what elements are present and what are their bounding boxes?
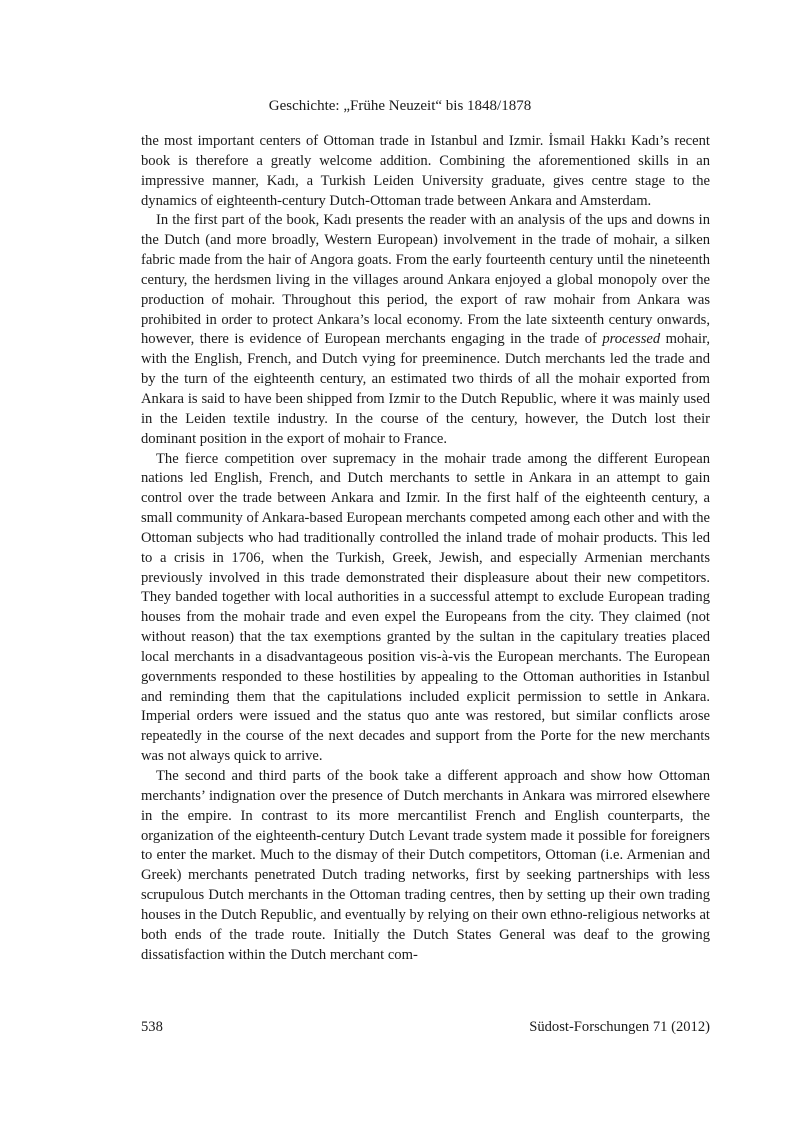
emphasis-processed: processed [602, 331, 661, 348]
running-head: Geschichte: „Frühe Neuzeit“ bis 1848/1878 [268, 98, 532, 114]
paragraph-2 [141, 211, 710, 449]
paragraph-3: The fierce competition over supremacy in the mohair trade among the different European nations led English, French, and Dutch merchants to settle in Ankara in an attempt to gain control over the trade between Ankara and Izmir. In the first half of the eighteenth century, a small community of Ankara-based European merchants competed among each other and with the Ottoman subjects who had traditionally controlled the inland trade of mohair products. This led to a crisis in 1706, when the Turkish, Greek, Jewish, and especially Armenian merchants previously involved in this trade demonstrated their displeasure about their new competitors. They banded together with local authorities in a successful attempt to exclude European trading houses from the mohair trade and even expel the Europeans from the city. They claimed (not without reason) that the tax exemptions granted by the sultan in the capitulary treaties placed local merchants in a disadvantageous position vis-à-vis the European merchants. The European governments responded to these hostilities by appealing to the Ottoman authorities in Istanbul and reminding them that the capitulations included explicit permission to settle in Ankara. Imperial orders were issued and the status quo ante was restored, but similar conflicts arose repeatedly in the course of the next decades and support from the Porte for the new merchants was not always quick to arrive. [141, 450, 710, 765]
paragraph-4: The second and third parts of the book take a different approach and show how Ottoman merchants’ indignation over the presence of Dutch merchants in Ankara was mirrored elsewhere in the empire. In contrast to its more mercantilist French and English counterparts, the organization of the eighteenth-century Dutch Levant trade system made it possible for foreigners to enter the market. Much to the dismay of their Dutch competitors, Ottoman (i.e. Armenian and Greek) merchants penetrated Dutch trading networks, first by seeking partnerships with less scrupulous Dutch merchants in the Ottoman trading centres, then by setting up their own trading houses in the Dutch Republic, and eventually by relying on their own ethno-religious networks at both ends of the trade route. Initially the Dutch States General was deaf to the growing dissatisfaction within the Dutch merchant com- [141, 768, 710, 963]
paragraph-2-text-before: In the first part of the book, Kadı presents the reader with an analysis of the ups and downs in the Dutch (and more broadly, Western European) involvement in the trade of mohair, a silken fabric made from the hair of Angora goats. From the early fourteenth century until the nineteenth century, the herdsmen living in the villages around Ankara enjoyed a global monopoly over the production of mohair. Throughout this period, the export of raw mohair from Ankara was prohibited in order to protect Ankara’s local economy. From the late sixteenth century onwards, however, there is evidence of European merchants engaging in the trade of [141, 212, 710, 348]
page-number: 538 [141, 1019, 163, 1035]
paragraph-2-text-after: mohair, with the English, French, and Dutch vying for preeminence. Dutch merchants led the trade and by the turn of the eighteenth century, an estimated two thirds of all the mohair exported from Ankara is said to have been shipped from Izmir to the Dutch Republic, where it was mainly used in the Leiden textile industry. In the course of the century, however, the Dutch lost their dominant position in the export of mohair to France. [141, 331, 710, 447]
paragraph-1: the most important centers of Ottoman trade in Istanbul and Izmir. İsmail Hakkı Kadı’s recent book is therefore a greatly welcome addition. Combining the aforementioned skills in an impressive manner, Kadı, a Turkish Leiden University graduate, gives centre stage to the dynamics of eighteenth-century Dutch-Ottoman trade between Ankara and Amsterdam. [141, 133, 710, 209]
body-text [141, 132, 710, 965]
journal-citation: Südost-Forschungen 71 (2012) [529, 1019, 710, 1035]
page-footer [141, 1017, 710, 1037]
